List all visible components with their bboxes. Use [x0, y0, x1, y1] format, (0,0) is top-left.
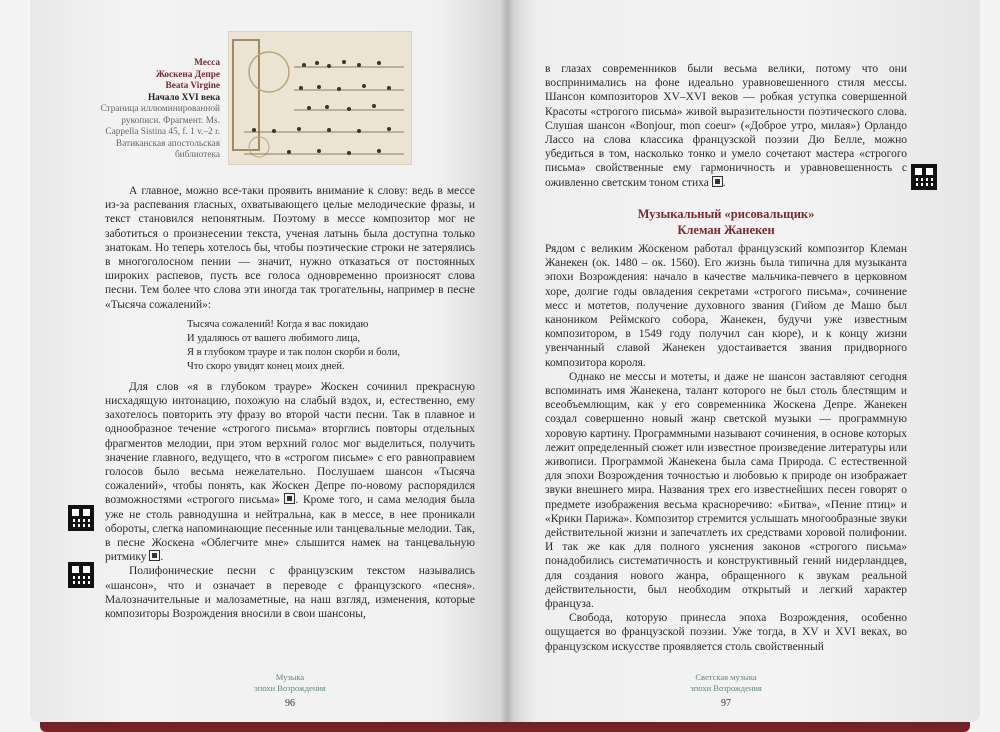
audio-marker-icon	[284, 493, 295, 504]
paragraph-text: Для слов «я в глубоком трауре» Жоскен сочинил прекрасную нисхадящую интонацию, похожую на слабый вздох, и, естественно, ему захотелось повторить эту фразу во второй части песни. Так в плавное и однообразное течение «строгого письма» вторглись повторы отдельных фрагментов мелодии, при этом верхний голос мог выделиться, получить значение главного, ведущего, что в «строгом письме» с его равноправием голосов было весьма нежелательно. Послушаем шансон «Тысяча сожалений», чтобы понять, как Жоскен Депре по-новому распорядился возможностями «строгого письма»	[105, 380, 475, 507]
heading-line: Музыкальный «рисовальщик»	[637, 207, 815, 221]
manuscript-illustration	[228, 31, 412, 165]
qr-code-icon[interactable]	[68, 505, 94, 531]
page-number: 97	[721, 698, 731, 709]
paragraph: в глазах современников были весьма велики, потому что они воспринимались на фоне идеально уравновешенного стиля мессы. Шансон композиторов XV–XVI веков — робкая уступка совершенной Красоты «строгого письма» живой выразительности поэтического слова. Слушая шансон «Bonjour, mon coeur» («Доброе утро, милая») Орландо Лассо на слова классика французской поэзии Дю Белле, можно убедиться в том, насколько тонко и умело сочетают мастера «строгого письма» свойственные ему гармоничность и уравновешенность с оживленно светским тоном стиха .	[545, 63, 907, 189]
caption-description: Страница иллюминированной рукописи. Фрагмент. Ms. Cappella Sistina 45, f. 1 v.–2 r. Ватиканская апостольская библиотека	[100, 104, 220, 160]
audio-marker-icon	[149, 550, 160, 561]
paragraph: Свобода, которую принесла эпоха Возрождения, особенно ощущается во французской поэзии. Уже тогда, в XV и XVI веках, во французском искусстве проявляется столь свойственный	[545, 612, 907, 653]
paragraph: Рядом с великим Жоскеном работал французский композитор Клеман Жанекен (ок. 1480 – ок. 1560). Его жизнь была типична для музыканта эпохи Возрождения: начало в качестве мальчика-певчего в церковном хоре, долгие годы овладения секретами «строгого письма», сочинение месс и мотетов, получение духовного звания (Гийом де Машо был каноником Реймского собора, Жанекен, будучи уже известным композитором, в 1549 году получил сан кюре), и к концу жизни увенчанный славой Жанекен удостаивается звания придворного композитора короля.	[545, 243, 907, 369]
paragraph: Полифонические песни с французским текстом назывались «шансон», что и означает в переводе с французского «песня». Малозначительные и малозаметные, на наш взгляд, изменения, которые композиторы Возрождения вносили в свои шансоны,	[105, 565, 475, 621]
illustration-caption	[88, 58, 220, 162]
poem-line: И удаляюсь от вашего любимого лица,	[187, 332, 360, 344]
running-title: Музыка	[275, 672, 305, 682]
running-title: Светская музыка	[695, 672, 757, 682]
right-body-text-top	[545, 62, 907, 190]
left-page	[30, 0, 508, 722]
qr-code-icon[interactable]	[68, 562, 94, 588]
right-body-text	[545, 242, 907, 654]
page-number: 96	[285, 698, 295, 709]
paragraph: Однако не мессы и мотеты, и даже не шансон заставляют сегодня вспоминать имя Жанекена, талант которого не был столь блестящим и всеобъемлющим, как у его современника Жоскена Депре. Жанекен создал совершенно новый жанр светской музыки — программную хоровую картину. Программными называют сочинения, в основе которых лежит определенный сюжет или известное произведение литературы или живописи. Программой Жанекена была сама Природа. С естественной для эпохи Возрождения точностью и любовью к природе он изображает звуки внешнего мира. Названия трех его известнейших песен говорят о предмете изображения весьма красноречиво: «Битва», «Пение птиц» и «Крики Парижа». Композитор стремится услышать многообразные звуки действительной жизни и запечатлеть их средствами хоровой полифонии. И так же как для полного уяснения законов «строгого письма» понадобились систематичность и конструктивный гений нидерландцев, для создания нового жанра, обращенного к звукам реальной действительности, был необходим открытый и легкий характер француза.	[545, 370, 907, 611]
paragraph: А главное, можно все-таки проявить внимание к слову: ведь в мессе из-за распевания гласных, охватывающего целые мелодические фразы, и текст становился непонятным. Поэтому в мессе композитор мог не заботиться о произнесении текста, ученая латынь была доступна только знатокам. Но теперь хотелось бы, чтобы поэтические строки не затерялись в многоголосном пении — значит, нужно отказаться от постоянных широких распевов, пусть все голоса одновременно произносят слова песни. Тем более что слова эти иногда так трогательны, например в песне «Тысяча сожалений»:	[105, 185, 475, 311]
book-gutter	[500, 0, 514, 722]
poem-line: Я в глубоком трауре и так полон скорби и боли,	[187, 346, 401, 358]
poem-line: Что скоро увидят конец моих дней.	[187, 360, 345, 372]
running-title: эпохи Возрождения	[690, 683, 762, 693]
poem-line: Тысяча сожалений! Когда я вас покидаю	[187, 318, 369, 330]
music-notation-image	[229, 32, 411, 164]
paragraph-text: в глазах современников были весьма велики, потому что они воспринимались на фоне идеально уравновешенного стиля мессы. Шансон композиторов XV–XVI веков — робкая уступка совершенной Красоты «строгого письма» живой выразительности поэтического слова. Слушая шансон «Bonjour, mon coeur» («Доброе утро, милая») Орландо Лассо на слова классика французской поэзии Дю Белле, можно убедиться в том, насколько тонко и умело сочетают мастера «строгого письма» свойственные ему гармоничность и уравновешенность с оживленно светским тоном стиха	[545, 63, 907, 189]
right-page	[508, 0, 980, 722]
audio-marker-icon	[712, 176, 723, 187]
qr-code-icon[interactable]	[911, 164, 937, 190]
heading-line: Клеман Жанекен	[677, 223, 775, 237]
caption-title-line: Жоскена Депре	[155, 69, 220, 80]
paragraph: Для слов «я в глубоком трауре» Жоскен сочинил прекрасную нисхадящую интонацию, похожую на слабый вздох, и, естественно, ему захотелось повторить эту фразу во второй части песни. Так в плавное и однообразное течение «строгого письма» вторглись повторы отдельных фрагментов мелодии, при этом верхний голос мог выделиться, получить значение главного, ведущего, что в «строгом письме» с его равноправием голосов было весьма нежелательно. Послушаем шансон «Тысяча сожалений», чтобы понять, как Жоскен Депре по-новому распорядился возможностями «строгого письма» . Кроме того, и сама мелодия была уже не столь равнодушна и нейтральна, как в мессе, в нее проникали обороты, слегка напоминающие песенные или танцевальные мелодии. Так, в песне Жоскена «Облегчите мне» слышится намек на танцевальную ритмику .	[105, 380, 476, 564]
section-heading	[545, 206, 907, 238]
page-footer	[626, 672, 826, 709]
caption-title-line: Месса	[194, 58, 220, 68]
running-title: эпохи Возрождения	[254, 683, 326, 693]
page-footer	[190, 672, 390, 709]
paragraph-text: . Кроме того, и сама мелодия была уже не столь равнодушна и нейтральна, как в мессе, в нее проникали обороты, слегка напоминающие песенные или танцевальные мелодии. Так, в песне Жоскена «Облегчите мне» слышится намек на танцевальную ритмику	[105, 494, 476, 564]
poem-quote	[187, 318, 475, 374]
caption-date: Начало XVI века	[147, 92, 220, 103]
caption-title-line: Beata Virgine	[165, 81, 220, 91]
left-body-text	[105, 184, 475, 621]
